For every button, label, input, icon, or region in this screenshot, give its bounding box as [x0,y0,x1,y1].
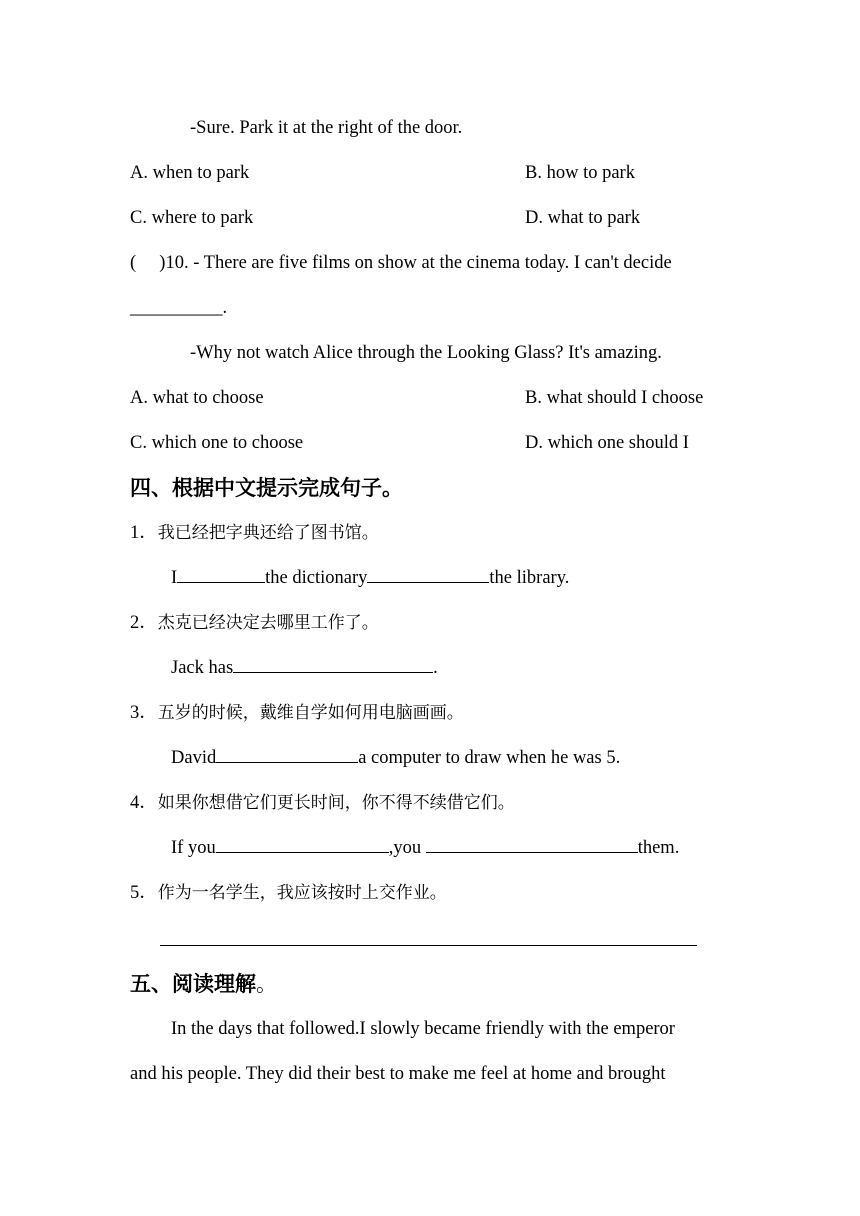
s4-item4-en [171,836,679,860]
s4-item2-cn-text: 杰克已经决定去哪里工作了。 [157,613,379,633]
section4-title: 四、根据中文提示完成句子。 [130,476,403,500]
q10-option-c: C. which one to choose [130,433,304,453]
s4-item2-cn [130,611,379,635]
passage-line-1: In the days that followed.I slowly became friendly with the emperor [171,1019,675,1039]
q9-option-a: A. when to park [130,163,250,183]
s4-item1-num: 1． [130,523,158,543]
q10-option-b: B. what should I choose [525,388,704,408]
s4-item3-num: 3． [130,703,158,723]
answer-blank [367,566,489,583]
q10-stem [130,251,672,275]
s4-item5-cn [130,881,447,905]
s4-item4-cn [130,791,515,815]
s4-item4-p3: them. [637,838,680,858]
s4-item5-answer-line [160,945,697,946]
s4-item4-cn-text: 如果你想借它们更长时间，你不得不续借它们。 [157,793,515,813]
s4-item4-p1: If you [171,838,216,858]
s4-item3-cn [130,701,464,725]
answer-blank [216,746,358,763]
section5-title-text: 五、阅读理解 [130,972,256,996]
passage-line-2: and his people. They did their best to make me feel at home and brought [130,1064,666,1084]
s4-item2-p2: . [433,658,438,678]
s4-item1-cn [130,521,379,545]
s4-item1-p1: I [171,568,178,588]
answer-blank [177,566,265,583]
q10-option-d: D. which one should I [525,433,689,453]
s4-item1-p2: the dictionary [265,568,368,588]
s4-item4-num: 4． [130,793,158,813]
s4-item2-p1: Jack has [171,658,234,678]
q10-answer-paren: ( ) [130,253,166,273]
section5-title [130,970,277,998]
q10-option-a: A. what to choose [130,388,264,408]
q9-option-d: D. what to park [525,208,641,228]
s4-item3-p1: David [171,748,217,768]
s4-item1-en [171,566,569,590]
s4-item5-cn-text: 作为一名学生，我应该按时上交作业。 [157,883,447,903]
s4-item3-en [171,746,620,770]
s4-item2-en [171,656,438,680]
answer-blank [216,836,389,853]
answer-blank [233,656,433,673]
section5-title-tail: 。 [256,972,277,996]
s4-item4-p2: ,you [388,838,426,858]
q10-blank: __________. [130,298,228,318]
q10-stem-text: 10. - There are five films on show at the cinema today. I can't decide [165,253,672,273]
answer-blank [426,836,638,853]
s4-item1-cn-text: 我已经把字典还给了图书馆。 [157,523,379,543]
q9-option-b: B. how to park [525,163,635,183]
s4-item3-cn-text: 五岁的时候，戴维自学如何用电脑画画。 [157,703,464,723]
q9-reply: -Sure. Park it at the right of the door. [190,118,463,138]
s4-item2-num: 2． [130,613,158,633]
s4-item5-num: 5． [130,883,158,903]
q10-reply: -Why not watch Alice through the Looking Glass? It's amazing. [190,343,662,363]
q9-option-c: C. where to park [130,208,254,228]
s4-item3-p2: a computer to draw when he was 5. [358,748,621,768]
s4-item1-p3: the library. [489,568,570,588]
